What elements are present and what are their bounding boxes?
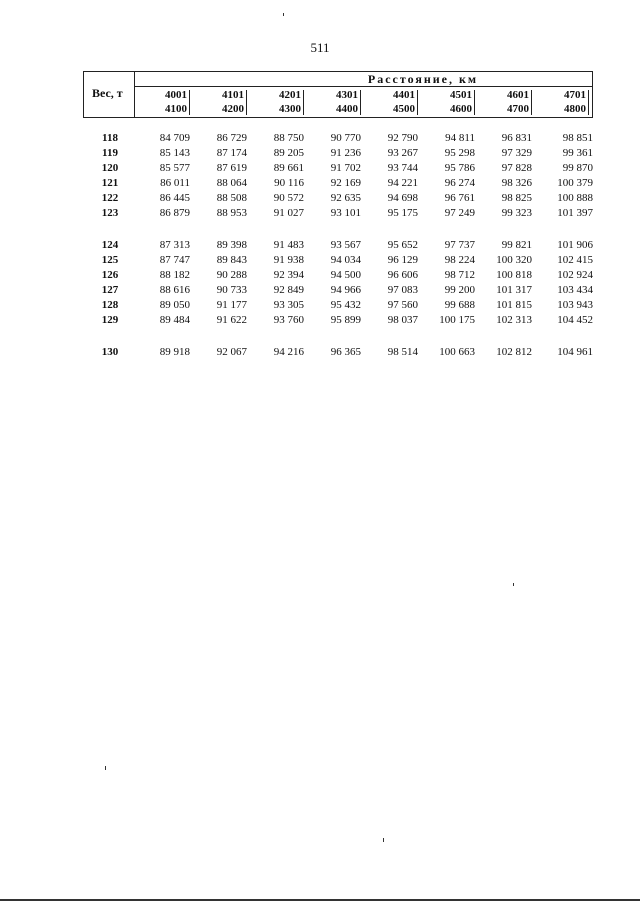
value-cell: 87 747: [159, 254, 190, 266]
value-cell: 101 906: [557, 239, 593, 251]
value-cell: 92 790: [387, 132, 418, 144]
table-row: [0, 177, 640, 192]
value-cell: 94 216: [273, 346, 304, 358]
table-row: [0, 239, 640, 254]
range-from: 4501: [450, 89, 472, 101]
value-cell: 86 729: [216, 132, 247, 144]
value-cell: 95 899: [330, 314, 361, 326]
value-cell: 102 415: [557, 254, 593, 266]
value-cell: 90 116: [274, 177, 304, 189]
table-row: [0, 346, 640, 361]
table-row: [0, 207, 640, 222]
value-cell: 97 560: [387, 299, 418, 311]
range-from: 4001: [165, 89, 187, 101]
value-cell: 99 688: [444, 299, 475, 311]
value-cell: 98 851: [562, 132, 593, 144]
value-cell: 100 888: [557, 192, 593, 204]
value-cell: 96 761: [444, 192, 475, 204]
value-cell: 90 733: [216, 284, 247, 296]
value-cell: 85 143: [159, 147, 190, 159]
weight-cell: 127: [101, 284, 119, 296]
value-cell: 90 572: [273, 192, 304, 204]
table-row: [0, 284, 640, 299]
value-cell: 91 622: [216, 314, 247, 326]
distance-range-header: [362, 88, 419, 115]
value-cell: 88 750: [273, 132, 304, 144]
table-row: [0, 147, 640, 162]
value-cell: 89 843: [216, 254, 247, 266]
distance-range-header: [191, 88, 248, 115]
value-cell: 98 037: [387, 314, 418, 326]
value-cell: 94 698: [387, 192, 418, 204]
value-cell: 101 397: [557, 207, 593, 219]
value-cell: 101 317: [496, 284, 532, 296]
value-cell: 97 083: [387, 284, 418, 296]
range-to: 4800: [564, 103, 586, 115]
value-cell: 95 298: [444, 147, 475, 159]
value-cell: 96 606: [387, 269, 418, 281]
range-from: 4101: [222, 89, 244, 101]
value-cell: 88 953: [216, 207, 247, 219]
value-cell: 91 483: [273, 239, 304, 251]
value-cell: 87 313: [159, 239, 190, 251]
weight-cell: 118: [102, 132, 118, 144]
value-cell: 89 484: [159, 314, 190, 326]
range-from: 4201: [279, 89, 301, 101]
scan-speck: [105, 766, 106, 770]
weight-cell: 119: [102, 147, 118, 159]
value-cell: 102 924: [557, 269, 593, 281]
value-cell: 91 027: [273, 207, 304, 219]
value-cell: 87 619: [216, 162, 247, 174]
value-cell: 86 011: [160, 177, 190, 189]
value-cell: 90 770: [330, 132, 361, 144]
distance-range-header: [533, 88, 590, 115]
weight-cell: 130: [101, 346, 119, 358]
value-cell: 96 831: [501, 132, 532, 144]
value-cell: 98 514: [387, 346, 418, 358]
value-cell: 100 379: [557, 177, 593, 189]
value-cell: 104 452: [557, 314, 593, 326]
weight-cell: 122: [101, 192, 119, 204]
weight-cell: 121: [101, 177, 119, 189]
value-cell: 102 812: [496, 346, 532, 358]
value-cell: 90 288: [216, 269, 247, 281]
scan-speck: [513, 583, 514, 586]
value-cell: 97 329: [501, 147, 532, 159]
value-cell: 93 760: [273, 314, 304, 326]
value-cell: 88 182: [159, 269, 190, 281]
value-cell: 98 825: [501, 192, 532, 204]
value-cell: 98 224: [444, 254, 475, 266]
distance-range-header: [419, 88, 476, 115]
table-row: [0, 192, 640, 207]
weight-header-label: Вес, т: [92, 86, 123, 100]
value-cell: 100 175: [439, 314, 475, 326]
value-cell: 97 737: [444, 239, 475, 251]
value-cell: 99 200: [444, 284, 475, 296]
value-cell: 94 034: [330, 254, 361, 266]
value-cell: 96 129: [387, 254, 418, 266]
scan-speck: [283, 13, 284, 16]
value-cell: 97 828: [501, 162, 532, 174]
value-cell: 92 169: [330, 177, 361, 189]
table-row: [0, 132, 640, 147]
value-cell: 89 918: [159, 346, 190, 358]
distance-range-header: [476, 88, 533, 115]
weight-cell: 125: [101, 254, 119, 266]
range-to: 4700: [507, 103, 529, 115]
table-row: [0, 299, 640, 314]
value-cell: 99 870: [562, 162, 593, 174]
distance-range-header: [248, 88, 305, 115]
range-to: 4100: [165, 103, 187, 115]
value-cell: 104 961: [557, 346, 593, 358]
value-cell: 100 663: [439, 346, 475, 358]
value-cell: 89 205: [273, 147, 304, 159]
value-cell: 93 267: [387, 147, 418, 159]
distance-header: Расстояние, км: [134, 72, 592, 87]
value-cell: 96 274: [444, 177, 475, 189]
value-cell: 91 702: [330, 162, 361, 174]
distance-range-headers: [134, 87, 592, 117]
value-cell: 87 174: [216, 147, 247, 159]
weight-cell: 128: [101, 299, 119, 311]
value-cell: 95 432: [330, 299, 361, 311]
value-cell: 94 221: [387, 177, 418, 189]
value-cell: 99 821: [501, 239, 532, 251]
value-cell: 88 064: [216, 177, 247, 189]
weight-cell: 123: [101, 207, 119, 219]
value-cell: 101 815: [496, 299, 532, 311]
value-cell: 94 500: [330, 269, 361, 281]
value-cell: 86 445: [159, 192, 190, 204]
value-cell: 92 635: [330, 192, 361, 204]
value-cell: 97 249: [444, 207, 475, 219]
weight-cell: 126: [101, 269, 119, 281]
table-row: [0, 269, 640, 284]
value-cell: 98 712: [444, 269, 475, 281]
value-cell: 103 434: [557, 284, 593, 296]
range-from: 4701: [564, 89, 586, 101]
table-row: [0, 162, 640, 177]
value-cell: 95 175: [387, 207, 418, 219]
distance-range-header: [305, 88, 362, 115]
range-to: 4400: [336, 103, 358, 115]
value-cell: 100 818: [496, 269, 532, 281]
scan-speck: [383, 838, 384, 842]
value-cell: 91 236: [330, 147, 361, 159]
value-cell: 91 938: [273, 254, 304, 266]
range-to: 4500: [393, 103, 415, 115]
range-from: 4401: [393, 89, 415, 101]
value-cell: 92 394: [273, 269, 304, 281]
value-cell: 99 323: [501, 207, 532, 219]
value-cell: 89 661: [273, 162, 304, 174]
value-cell: 92 849: [273, 284, 304, 296]
value-cell: 99 361: [562, 147, 593, 159]
page-number: 511: [310, 40, 330, 55]
value-cell: 102 313: [496, 314, 532, 326]
scan-edge-line: [0, 899, 640, 901]
value-cell: 92 067: [216, 346, 247, 358]
range-to: 4200: [222, 103, 244, 115]
table-header: [83, 71, 593, 118]
weight-column-header: [84, 72, 135, 117]
value-cell: 86 879: [159, 207, 190, 219]
table-row: [0, 254, 640, 269]
value-cell: 96 365: [330, 346, 361, 358]
range-from: 4601: [507, 89, 529, 101]
weight-cell: 129: [101, 314, 119, 326]
value-cell: 94 966: [330, 284, 361, 296]
range-to: 4600: [450, 103, 472, 115]
value-cell: 95 786: [444, 162, 475, 174]
value-cell: 93 744: [387, 162, 418, 174]
value-cell: 103 943: [557, 299, 593, 311]
distance-range-header: [134, 88, 191, 115]
value-cell: 84 709: [159, 132, 190, 144]
table-row: [0, 314, 640, 329]
weight-cell: 124: [101, 239, 119, 251]
range-from: 4301: [336, 89, 358, 101]
value-cell: 95 652: [387, 239, 418, 251]
value-cell: 93 101: [330, 207, 361, 219]
value-cell: 88 616: [159, 284, 190, 296]
value-cell: 85 577: [159, 162, 190, 174]
value-cell: 94 811: [445, 132, 475, 144]
range-to: 4300: [279, 103, 301, 115]
value-cell: 100 320: [496, 254, 532, 266]
value-cell: 93 305: [273, 299, 304, 311]
value-cell: 98 326: [501, 177, 532, 189]
value-cell: 93 567: [330, 239, 361, 251]
value-cell: 91 177: [216, 299, 247, 311]
weight-cell: 120: [101, 162, 119, 174]
value-cell: 89 398: [216, 239, 247, 251]
value-cell: 88 508: [216, 192, 247, 204]
value-cell: 89 050: [159, 299, 190, 311]
